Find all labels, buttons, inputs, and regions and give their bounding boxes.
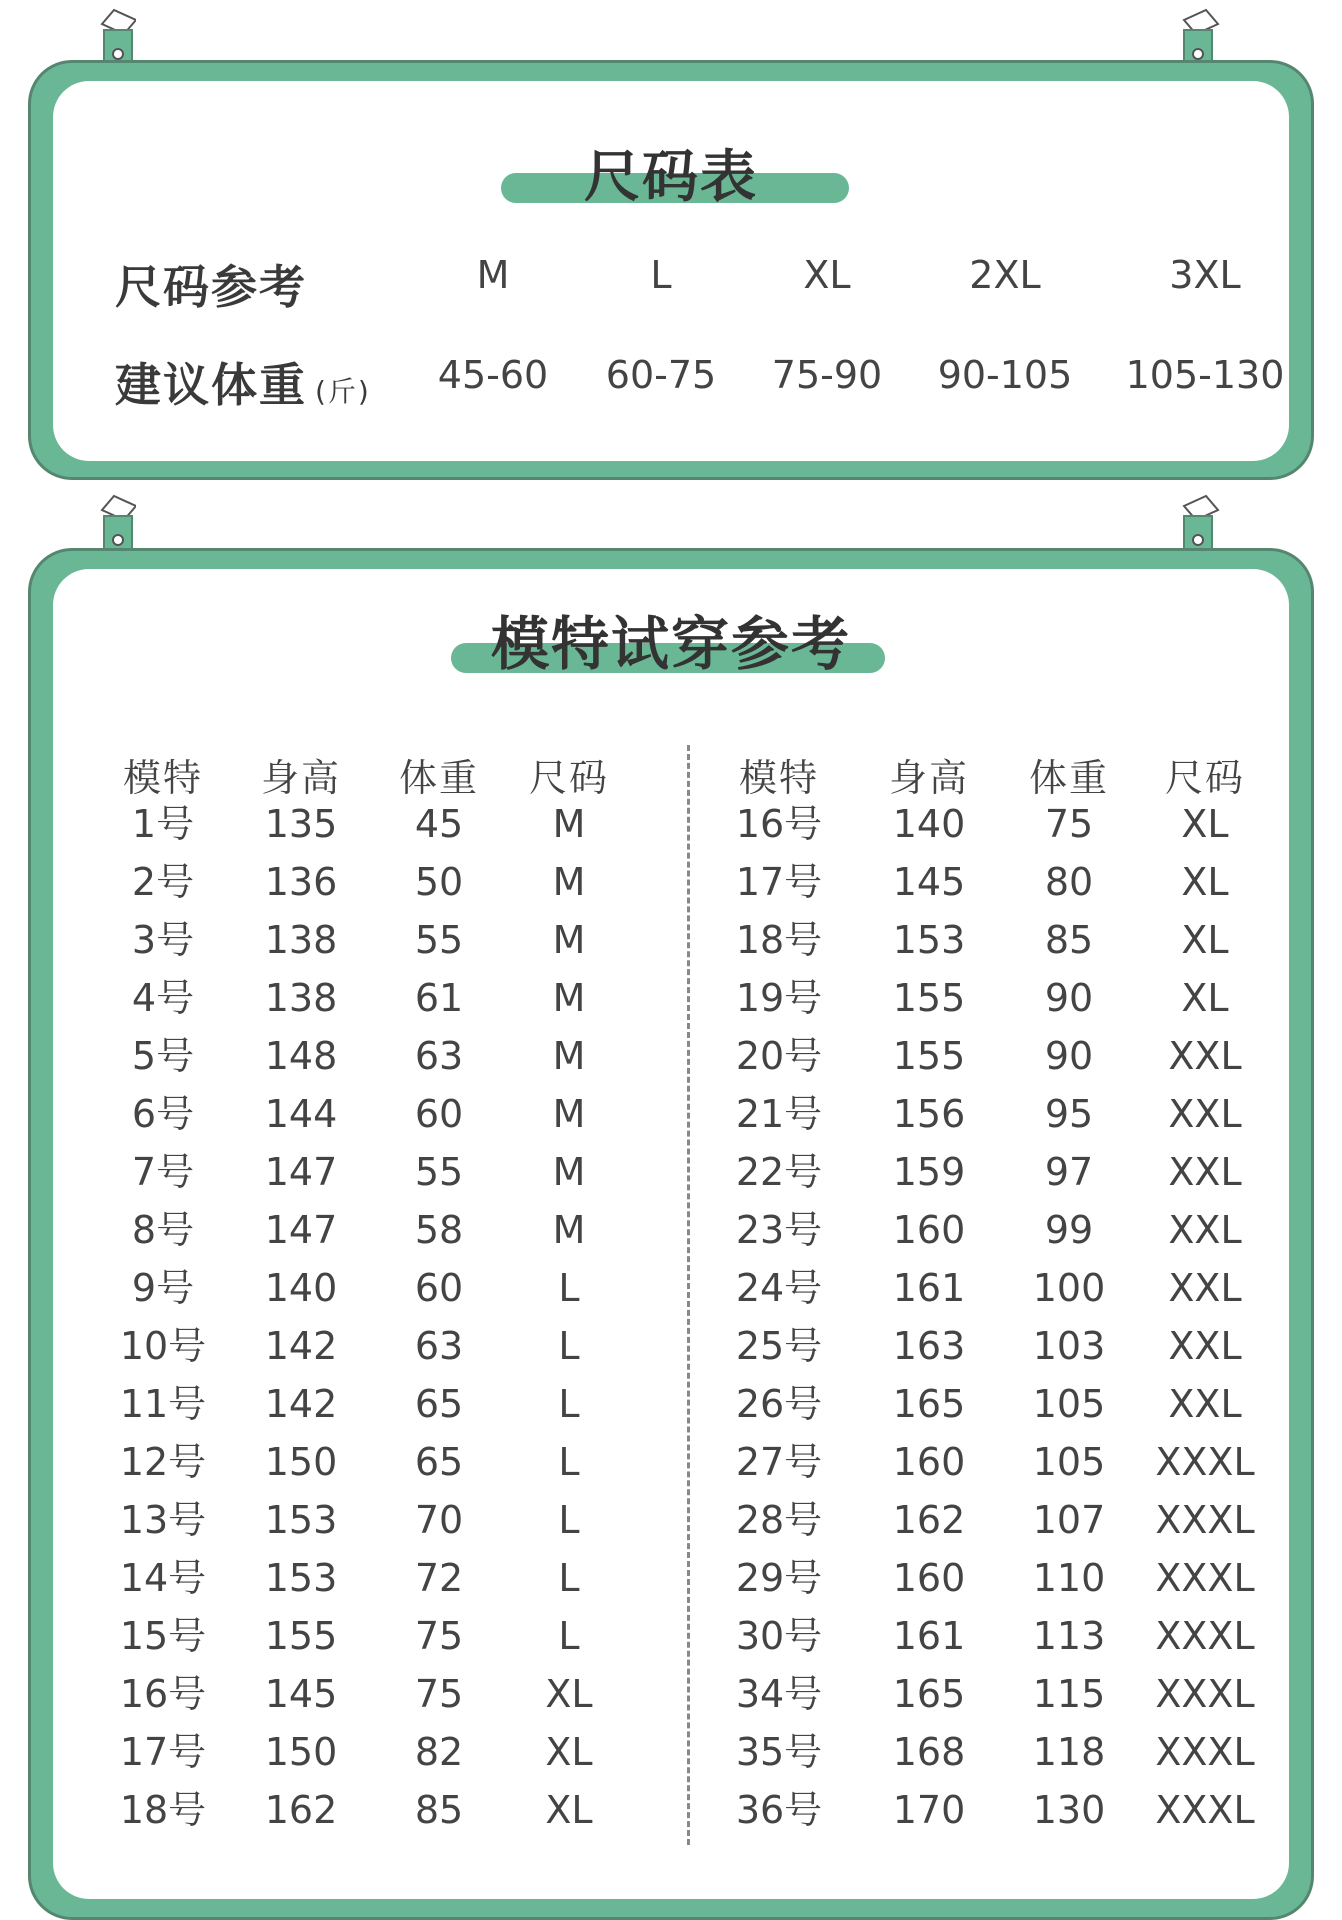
table-cell: 36号: [735, 1788, 823, 1832]
table-cell: 135: [264, 802, 338, 846]
table-cell: 7号: [131, 1150, 195, 1194]
table-cell: XXL: [1168, 1382, 1242, 1426]
table-cell: 155: [892, 976, 966, 1020]
column-header-left: 体重: [398, 756, 479, 800]
table-cell: XXL: [1168, 1266, 1242, 1310]
table-cell: 11号: [119, 1382, 207, 1426]
size-value: M: [476, 253, 510, 297]
table-cell: XL: [1181, 860, 1229, 904]
table-cell: 50: [414, 860, 464, 904]
table-cell: 80: [1044, 860, 1094, 904]
table-cell: 29号: [735, 1556, 823, 1600]
table-cell: 6号: [131, 1092, 195, 1136]
table-cell: 140: [892, 802, 966, 846]
table-cell: 23号: [735, 1208, 823, 1252]
suggested-weight-label: 建议体重 (斤): [115, 358, 371, 412]
table-cell: 95: [1044, 1092, 1094, 1136]
table-cell: 25号: [735, 1324, 823, 1368]
table-cell: 148: [264, 1034, 338, 1078]
table-cell: L: [558, 1556, 580, 1600]
table-cell: 145: [264, 1672, 338, 1716]
table-cell: L: [558, 1382, 580, 1426]
table-cell: 155: [264, 1614, 338, 1658]
table-cell: XXXL: [1155, 1788, 1255, 1832]
table-cell: 153: [892, 918, 966, 962]
table-cell: 138: [264, 918, 338, 962]
column-header-left: 尺码: [528, 756, 609, 800]
table-cell: XXL: [1168, 1092, 1242, 1136]
table-cell: 22号: [735, 1150, 823, 1194]
table-cell: XL: [545, 1730, 593, 1774]
size-chart-card: [53, 81, 1289, 461]
table-cell: M: [552, 1092, 586, 1136]
table-cell: 153: [264, 1498, 338, 1542]
table-cell: XL: [1181, 802, 1229, 846]
table-cell: 28号: [735, 1498, 823, 1542]
table-cell: L: [558, 1440, 580, 1484]
weight-range-value: 75-90: [771, 353, 883, 397]
table-cell: 162: [264, 1788, 338, 1832]
table-cell: XL: [1181, 976, 1229, 1020]
table-cell: 60: [414, 1092, 464, 1136]
table-cell: 156: [892, 1092, 966, 1136]
size-value: L: [650, 253, 672, 297]
table-cell: 63: [414, 1034, 464, 1078]
weight-range-value: 90-105: [937, 353, 1073, 397]
table-cell: XXXL: [1155, 1730, 1255, 1774]
table-cell: 85: [1044, 918, 1094, 962]
table-cell: 115: [1032, 1672, 1106, 1716]
table-cell: 107: [1032, 1498, 1106, 1542]
table-cell: 5号: [131, 1034, 195, 1078]
table-cell: 75: [414, 1672, 464, 1716]
table-cell: M: [552, 860, 586, 904]
table-cell: 75: [1044, 802, 1094, 846]
table-cell: 165: [892, 1382, 966, 1426]
table-cell: L: [558, 1266, 580, 1310]
table-cell: 75: [414, 1614, 464, 1658]
table-cell: 130: [1032, 1788, 1106, 1832]
table-cell: 1号: [131, 802, 195, 846]
table-cell: 30号: [735, 1614, 823, 1658]
table-cell: 12号: [119, 1440, 207, 1484]
table-cell: 8号: [131, 1208, 195, 1252]
table-cell: 90: [1044, 976, 1094, 1020]
size-value: 3XL: [1169, 253, 1241, 297]
table-cell: 161: [892, 1614, 966, 1658]
table-cell: M: [552, 1034, 586, 1078]
table-cell: 160: [892, 1208, 966, 1252]
table-cell: 14号: [119, 1556, 207, 1600]
table-cell: 15号: [119, 1614, 207, 1658]
table-cell: 26号: [735, 1382, 823, 1426]
table-cell: 99: [1044, 1208, 1094, 1252]
table-cell: 27号: [735, 1440, 823, 1484]
table-cell: 118: [1032, 1730, 1106, 1774]
table-cell: M: [552, 1150, 586, 1194]
table-cell: XXXL: [1155, 1440, 1255, 1484]
column-divider: [687, 745, 690, 1845]
column-header-right: 体重: [1028, 756, 1109, 800]
table-cell: 63: [414, 1324, 464, 1368]
table-cell: 136: [264, 860, 338, 904]
table-cell: 2号: [131, 860, 195, 904]
table-cell: 142: [264, 1324, 338, 1368]
table-cell: 55: [414, 1150, 464, 1194]
table-cell: L: [558, 1614, 580, 1658]
table-cell: 65: [414, 1382, 464, 1426]
size-chart-title: 尺码表: [584, 145, 758, 210]
clip-icon: [96, 494, 136, 556]
table-cell: 140: [264, 1266, 338, 1310]
table-cell: XXL: [1168, 1324, 1242, 1368]
table-cell: 21号: [735, 1092, 823, 1136]
table-cell: XL: [1181, 918, 1229, 962]
table-cell: 110: [1032, 1556, 1106, 1600]
table-cell: XXXL: [1155, 1498, 1255, 1542]
size-value: XL: [803, 253, 851, 297]
size-reference-label: 尺码参考: [115, 260, 307, 314]
table-cell: 10号: [119, 1324, 207, 1368]
table-cell: M: [552, 918, 586, 962]
table-cell: 160: [892, 1440, 966, 1484]
table-cell: M: [552, 1208, 586, 1252]
table-cell: 90: [1044, 1034, 1094, 1078]
table-cell: 16号: [119, 1672, 207, 1716]
table-cell: 17号: [735, 860, 823, 904]
table-cell: 163: [892, 1324, 966, 1368]
table-cell: 85: [414, 1788, 464, 1832]
table-cell: M: [552, 976, 586, 1020]
table-cell: 55: [414, 918, 464, 962]
table-cell: XXL: [1168, 1034, 1242, 1078]
column-header-right: 模特: [738, 756, 819, 800]
table-cell: 9号: [131, 1266, 195, 1310]
table-cell: 145: [892, 860, 966, 904]
table-cell: 150: [264, 1730, 338, 1774]
table-cell: 113: [1032, 1614, 1106, 1658]
table-cell: 159: [892, 1150, 966, 1194]
table-cell: 45: [414, 802, 464, 846]
table-cell: 160: [892, 1556, 966, 1600]
model-reference-panel: [28, 548, 1314, 1920]
table-cell: 61: [414, 976, 464, 1020]
table-cell: 105: [1032, 1382, 1106, 1426]
table-cell: 168: [892, 1730, 966, 1774]
table-cell: 3号: [131, 918, 195, 962]
table-cell: 97: [1044, 1150, 1094, 1194]
table-cell: 19号: [735, 976, 823, 1020]
table-cell: 150: [264, 1440, 338, 1484]
table-cell: 170: [892, 1788, 966, 1832]
table-cell: L: [558, 1498, 580, 1542]
table-cell: 72: [414, 1556, 464, 1600]
table-cell: XXXL: [1155, 1556, 1255, 1600]
table-cell: XL: [545, 1788, 593, 1832]
size-chart-panel: [28, 60, 1314, 480]
size-value: 2XL: [969, 253, 1041, 297]
table-cell: 82: [414, 1730, 464, 1774]
table-cell: 17号: [119, 1730, 207, 1774]
table-cell: 153: [264, 1556, 338, 1600]
weight-range-value: 60-75: [605, 353, 717, 397]
table-cell: 155: [892, 1034, 966, 1078]
table-cell: 100: [1032, 1266, 1106, 1310]
table-cell: 105: [1032, 1440, 1106, 1484]
column-header-left: 模特: [122, 756, 203, 800]
table-cell: 16号: [735, 802, 823, 846]
table-cell: 103: [1032, 1324, 1106, 1368]
table-cell: 18号: [119, 1788, 207, 1832]
table-cell: 70: [414, 1498, 464, 1542]
clip-icon: [1180, 494, 1220, 556]
table-cell: 147: [264, 1208, 338, 1252]
model-reference-card: [53, 569, 1289, 1899]
table-cell: 161: [892, 1266, 966, 1310]
table-cell: XXXL: [1155, 1614, 1255, 1658]
table-cell: 142: [264, 1382, 338, 1426]
table-cell: 24号: [735, 1266, 823, 1310]
weight-range-value: 45-60: [437, 353, 549, 397]
table-cell: 58: [414, 1208, 464, 1252]
table-cell: L: [558, 1324, 580, 1368]
table-cell: 13号: [119, 1498, 207, 1542]
table-cell: 65: [414, 1440, 464, 1484]
column-header-left: 身高: [260, 756, 341, 800]
model-reference-title: 模特试穿参考: [490, 610, 851, 678]
table-cell: XXXL: [1155, 1672, 1255, 1716]
table-cell: 4号: [131, 976, 195, 1020]
table-cell: 147: [264, 1150, 338, 1194]
table-cell: M: [552, 802, 586, 846]
table-cell: 20号: [735, 1034, 823, 1078]
column-header-right: 身高: [888, 756, 969, 800]
column-header-right: 尺码: [1164, 756, 1245, 800]
table-cell: 18号: [735, 918, 823, 962]
table-cell: XL: [545, 1672, 593, 1716]
table-cell: 144: [264, 1092, 338, 1136]
table-cell: 60: [414, 1266, 464, 1310]
table-cell: 138: [264, 976, 338, 1020]
table-cell: 162: [892, 1498, 966, 1542]
table-cell: 34号: [735, 1672, 823, 1716]
table-cell: 165: [892, 1672, 966, 1716]
table-cell: XXL: [1168, 1208, 1242, 1252]
weight-range-value: 105-130: [1125, 353, 1285, 397]
table-cell: XXL: [1168, 1150, 1242, 1194]
table-cell: 35号: [735, 1730, 823, 1774]
weight-unit: (斤): [315, 375, 371, 408]
